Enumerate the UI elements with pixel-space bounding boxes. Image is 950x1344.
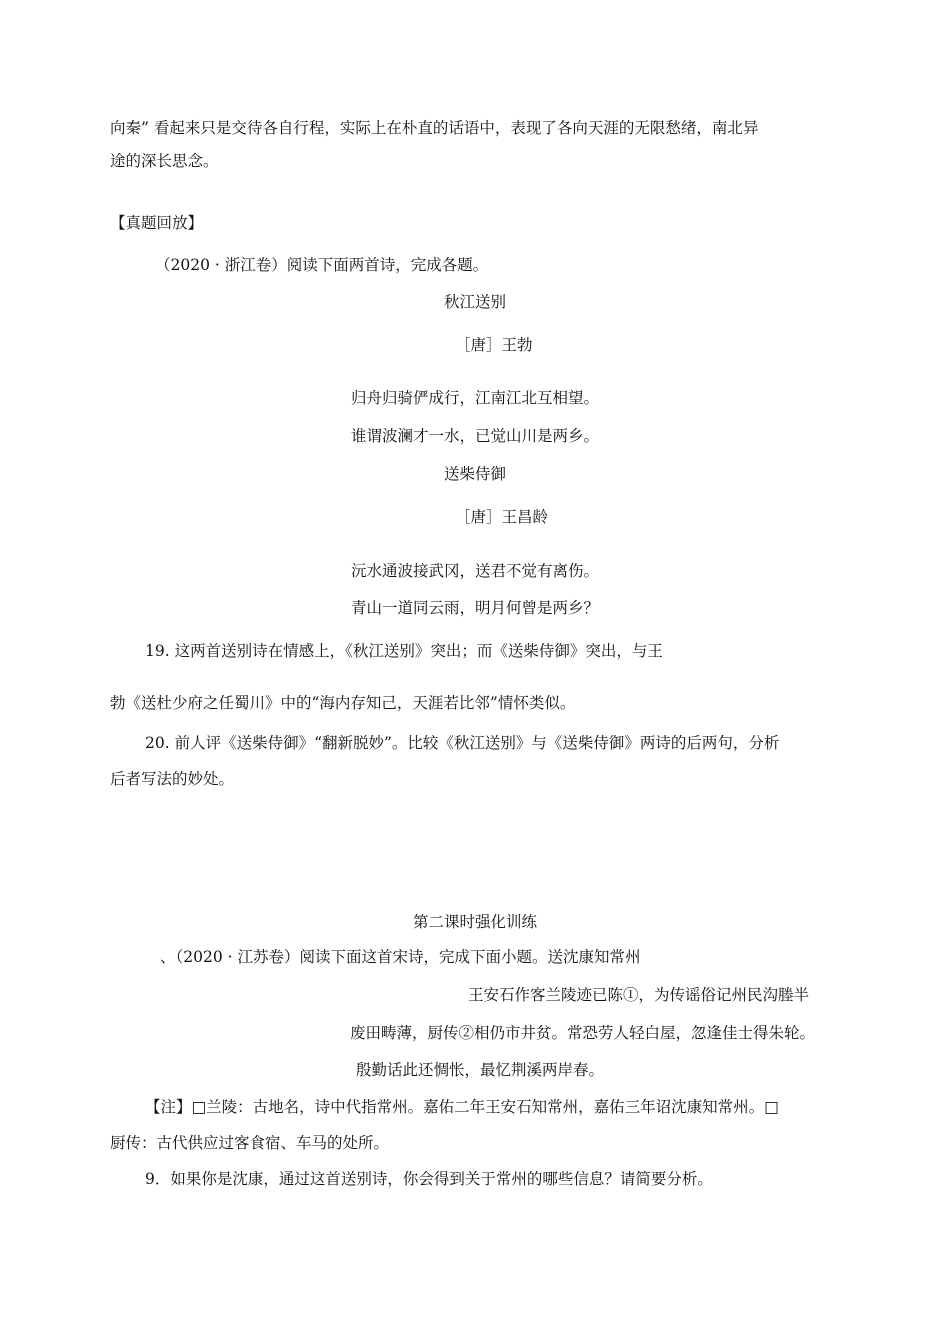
section-2-title: 第二课时强化训练: [412, 913, 537, 931]
poem2-line-2: 青山一道同云雨，明月何曾是两乡？: [350, 599, 599, 617]
poem2-title: 送柴侍御: [443, 465, 506, 483]
poem1-line-1: 归舟归骑俨成行，江南江北互相望。: [350, 389, 599, 407]
question-9: 9．如果你是沈康，通过这首送别诗，你会得到关于常州的哪些信息？请简要分析。: [145, 1170, 713, 1188]
poem2-author: ［唐］王昌龄: [455, 508, 549, 526]
question-20-line-2: 后者写法的妙处。: [110, 770, 235, 788]
section-2-poem-line-1: 王安石作客兰陵迹已陈①，为传谣俗记州民沟塍半: [468, 986, 810, 1004]
question-19-line-2: 勃《送杜少府之任蜀川》中的“海内存知己，天涯若比邻”情怀类似。: [110, 694, 576, 712]
intro-line-1: 向秦” 看起来只是交待各自行程，实际上在朴直的话语中，表现了各向天涯的无限愁绪，南北异: [110, 119, 759, 137]
section-2-poem-line-3: 殷勤话此还惆怅，最忆荆溪两岸春。: [356, 1061, 605, 1079]
review-heading: 【真题回放】: [110, 214, 204, 232]
section-2-note-line-1: 【注】□兰陵：古地名，诗中代指常州。嘉佑二年王安石知常州，嘉佑三年诏沈康知常州。□: [145, 1098, 779, 1116]
poem1-line-2: 谁谓波澜才一水，已觉山川是两乡。: [350, 427, 599, 445]
poem1-author: ［唐］王勃: [455, 336, 533, 354]
question-19-line-1: 19. 这两首送别诗在情感上，《秋江送别》突出；而《送柴侍御》突出，与王: [145, 642, 663, 660]
section-2-instruction: 、（2020 · 江苏卷）阅读下面这首宋诗，完成下面小题。送沈康知常州: [160, 948, 641, 966]
section-2-poem-line-2: 废田畴薄，厨传②相仍市井贫。常恐劳人轻白屋，忽逢佳士得朱轮。: [350, 1024, 816, 1042]
review-instruction: （2020 · 浙江卷）阅读下面两首诗，完成各题。: [155, 256, 489, 274]
intro-line-2: 途的深长思念。: [110, 152, 219, 170]
section-2-note-line-2: 厨传：古代供应过客食宿、车马的处所。: [110, 1134, 390, 1152]
poem2-line-1: 沅水通波接武冈，送君不觉有离伤。: [350, 562, 599, 580]
poem1-title: 秋江送别: [443, 293, 506, 311]
question-20-line-1: 20. 前人评《送柴侍御》“翻新脱妙”。比较《秋江送别》与《送柴侍御》两诗的后两句，分析: [145, 734, 780, 752]
